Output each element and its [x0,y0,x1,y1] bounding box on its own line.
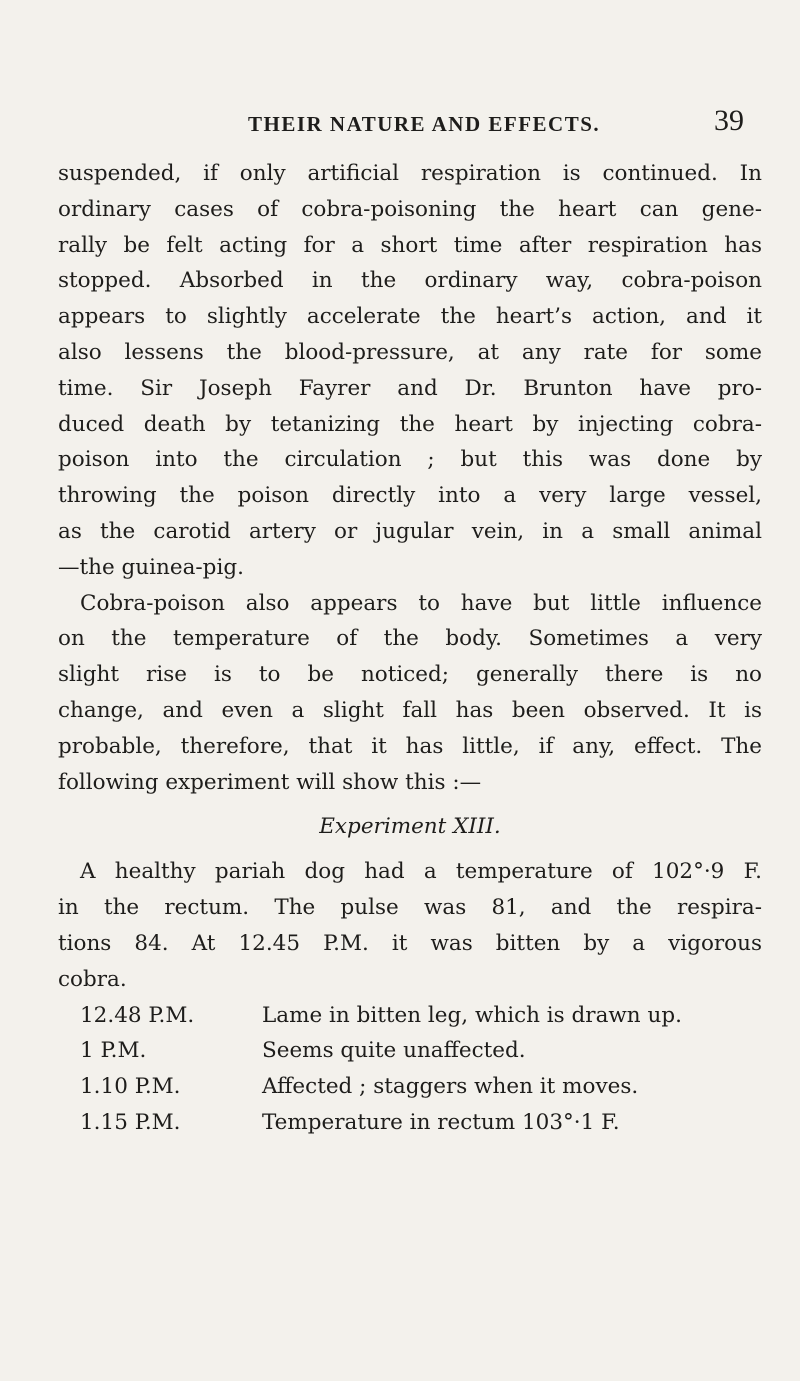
text-line: following experiment will show this :— [58,769,482,795]
log-entry [58,1105,762,1141]
log-time: 1.10 P.M. [80,1074,181,1100]
text-line: in the rectum. The pulse was 81, and the respira- [58,895,762,921]
text-line: Cobra-poison also appears to have but little influence [80,590,762,616]
text-line: appears to slightly accelerate the heart’s action, and it [58,304,762,330]
text-line: rally be felt acting for a short time after respiration has [58,232,762,258]
observation-log [58,998,762,1141]
log-text: Affected ; staggers when it moves. [262,1074,639,1100]
log-time: 12.48 P.M. [80,1002,195,1028]
log-text: Seems quite unaffected. [262,1038,526,1064]
text-line: time. Sir Joseph Fayrer and Dr. Brunton have pro- [58,375,762,401]
text-line: tions 84. At 12.45 P.M. it was bitten by a vigorous [58,930,762,956]
text-line: duced death by tetanizing the heart by injecting cobra- [58,411,762,437]
text-line: on the temperature of the body. Sometimes a very [58,626,762,652]
text-line: as the carotid artery or jugular vein, in a small animal [58,518,762,544]
text-line: probable, therefore, that it has little, if any, effect. The [58,733,762,759]
page-number: 39 [714,104,744,137]
text-line: throwing the poison directly into a very large vessel, [58,483,762,509]
text-line: slight rise is to be noticed; generally there is no [58,662,762,688]
experiment-heading: Experiment XIII. [319,814,501,840]
text-line: —the guinea-pig. [58,554,244,580]
log-entry [58,1069,762,1105]
log-text: Temperature in rectum 103°·1 F. [262,1109,620,1135]
log-time: 1.15 P.M. [80,1109,181,1135]
log-entry [58,998,762,1034]
text-line: suspended, if only artificial respiration is continued. In [58,161,762,186]
paragraph-2 [58,586,762,801]
text-line: stopped. Absorbed in the ordinary way, cobra-poison [58,268,762,294]
log-text: Lame in bitten leg, which is drawn up. [262,1002,682,1028]
text-line: change, and even a slight fall has been observed. It is [58,697,762,723]
text-line: ordinary cases of cobra-poisoning the heart can gene- [58,196,762,222]
text-line: cobra. [58,966,127,992]
body-text [58,156,762,1141]
page-header [0,104,800,144]
paragraph-3 [58,854,762,997]
text-line: poison into the circulation ; but this was done by [58,447,762,473]
running-title: THEIR NATURE AND EFFECTS. [248,112,601,136]
log-entry [58,1033,762,1069]
text-line: also lessens the blood-pressure, at any rate for some [58,339,762,365]
paragraph-1 [58,156,762,586]
log-time: 1 P.M. [80,1038,147,1064]
text-line: A healthy pariah dog had a temperature of 102°·9 F. [80,859,762,885]
